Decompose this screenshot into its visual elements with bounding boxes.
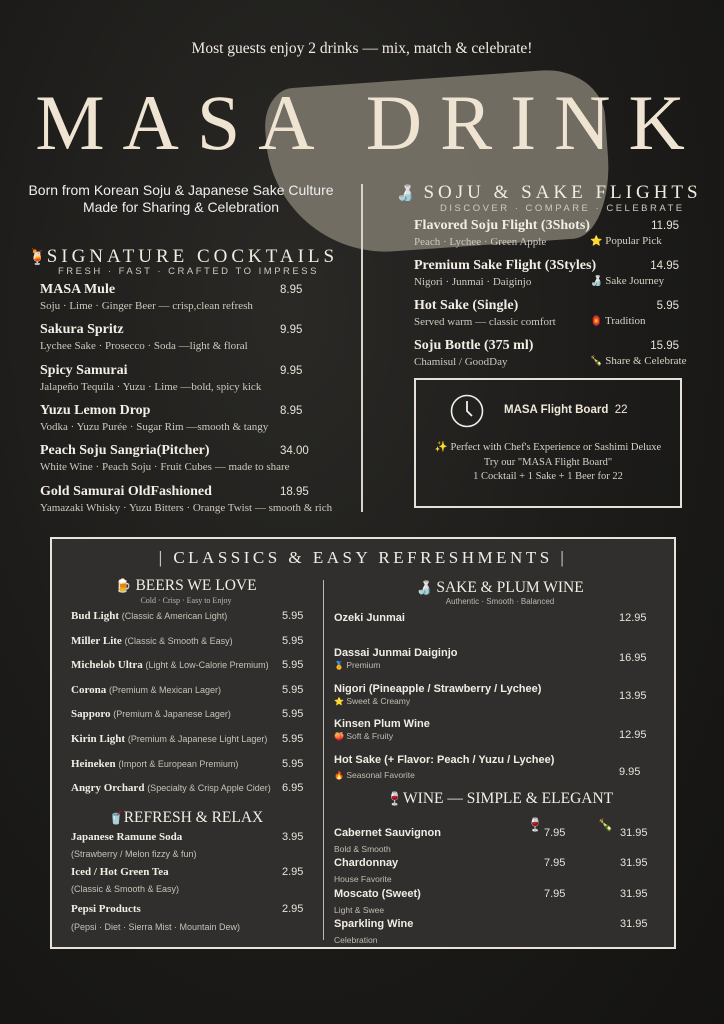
refresh-note: (Strawberry / Melon fizzy & fun) bbox=[71, 849, 197, 859]
sake-name: Dassai Junmai Daiginjo bbox=[334, 647, 458, 659]
sake-note: 🏅 Premium bbox=[334, 660, 381, 670]
flight-price: 14.95 bbox=[650, 260, 679, 272]
sake-name: Nigori (Pineapple / Strawberry / Lychee) bbox=[334, 683, 542, 695]
beer-mug-icon: 🍺 bbox=[115, 578, 132, 593]
sake-price: 9.95 bbox=[619, 766, 641, 778]
flight-board-line: ✨ Perfect with Chef's Experience or Sashimi Deluxe bbox=[434, 442, 662, 453]
beer-price: 5.95 bbox=[282, 610, 304, 622]
cocktail-description: Soju · Lime · Ginger Beer — crisp,clean refresh bbox=[40, 300, 253, 312]
beers-subtitle: Cold · Crisp · Easy to Enjoy bbox=[140, 596, 232, 605]
note-icon: 🍑 bbox=[334, 732, 344, 741]
cocktails-heading: 🍹SIGNATURE COCKTAILS bbox=[28, 246, 339, 267]
sake-bottle-icon: 🍶 bbox=[416, 580, 433, 595]
wine-bottle-price: 31.95 bbox=[620, 827, 648, 839]
cocktails-subtitle: FRESH · FAST · CRAFTED TO IMPRESS bbox=[58, 266, 319, 277]
note-icon: 🏅 bbox=[334, 661, 344, 670]
beer-price: 5.95 bbox=[282, 757, 304, 770]
cocktail-name: Peach Soju Sangria(Pitcher) bbox=[40, 443, 210, 459]
classics-heading: | CLASSICS & EASY REFRESHMENTS | bbox=[158, 548, 568, 567]
flight-name: Soju Bottle (375 ml) bbox=[414, 338, 534, 353]
flights-heading: 🍶 SOJU & SAKE FLIGHTS bbox=[396, 182, 702, 203]
wine-heading: 🍷WINE — SIMPLE & ELEGANT bbox=[386, 790, 614, 807]
flight-board-title: MASA Flight Board 22 bbox=[504, 404, 628, 416]
intro-line: Born from Korean Soju & Japanese Sake Culture bbox=[28, 182, 334, 198]
cocktail-icon: 🍹 bbox=[28, 250, 47, 266]
cocktail-description: Vodka · Yuzu Purée · Sugar Rim —smooth & tangy bbox=[40, 420, 269, 433]
flights-subtitle: DISCOVER · COMPARE · CELEBRATE bbox=[440, 203, 685, 214]
beers-heading: 🍺 BEERS WE LOVE bbox=[115, 577, 257, 594]
wine-note: Light & Swee bbox=[334, 904, 385, 915]
flight-name: Premium Sake Flight (3Styles) bbox=[414, 258, 597, 273]
refresh-heading: 🥤REFRESH & RELAX bbox=[108, 809, 264, 826]
tag-icon: 🍾 bbox=[590, 356, 603, 367]
refresh-name: Iced / Hot Green Tea bbox=[71, 866, 169, 878]
cocktail-description: Yamazaki Whisky · Yuzu Bitters · Orange Twist — smooth & rich bbox=[40, 501, 333, 514]
refresh-name: Japanese Ramune Soda bbox=[71, 831, 183, 843]
beer-price: 5.95 bbox=[282, 733, 304, 745]
wine-glass-icon: 🍷 bbox=[527, 818, 544, 833]
wine-bottle-price: 31.95 bbox=[620, 887, 648, 900]
flight-board-price: 22 bbox=[614, 404, 628, 416]
cocktail-description: Jalapeño Tequila · Yuzu · Lime —bold, spicy kick bbox=[40, 380, 262, 393]
wine-glass-price: 7.95 bbox=[544, 857, 566, 870]
sake-heading: 🍶 SAKE & PLUM WINE bbox=[416, 579, 584, 596]
flight-tag: 🍾 Share & Celebrate bbox=[590, 355, 687, 367]
panel-divider bbox=[323, 580, 324, 940]
cocktail-name: MASA Mule bbox=[40, 282, 116, 297]
menu-title: MASA DRINK bbox=[35, 79, 703, 166]
wine-note: Bold & Smooth bbox=[334, 844, 391, 854]
beer-item: Corona (Premium & Mexican Lager) bbox=[71, 683, 222, 696]
flight-price: 15.95 bbox=[650, 340, 679, 352]
flight-description: Peach · Lychee · Green Apple bbox=[414, 236, 547, 248]
wine-note: House Favorite bbox=[334, 874, 392, 885]
beer-price: 5.95 bbox=[282, 708, 304, 721]
flight-board-line: Try our "MASA Flight Board" bbox=[483, 456, 613, 468]
cocktail-price: 34.00 bbox=[280, 445, 309, 458]
intro-line: Made for Sharing & Celebration bbox=[82, 199, 280, 215]
sparkles-icon: ✨ bbox=[434, 442, 448, 453]
cocktail-price: 9.95 bbox=[280, 364, 303, 377]
wine-name: Sparkling Wine bbox=[334, 917, 414, 930]
flight-board-line: 1 Cocktail + 1 Sake + 1 Beer for 22 bbox=[473, 471, 623, 482]
wine-note: Celebration bbox=[334, 934, 378, 945]
sake-price: 12.95 bbox=[619, 612, 647, 624]
beer-item: Miller Lite (Classic & Smooth & Easy) bbox=[71, 634, 233, 647]
beer-item: Angry Orchard (Specialty & Crisp Apple Cider) bbox=[71, 782, 271, 795]
wine-name: Chardonnay bbox=[334, 857, 399, 870]
note-icon: 🔥 bbox=[334, 771, 344, 780]
beer-item: Bud Light (Classic & American Light) bbox=[71, 610, 228, 622]
sake-price: 12.95 bbox=[619, 729, 647, 741]
flight-name: Flavored Soju Flight (3Shots) bbox=[414, 218, 590, 233]
note-icon: ⭐ bbox=[334, 697, 344, 706]
wine-glass-icon: 🍷 bbox=[386, 791, 404, 806]
sake-price: 13.95 bbox=[619, 690, 647, 702]
cocktail-price: 8.95 bbox=[280, 284, 303, 296]
tagline: Most guests enjoy 2 drinks — mix, match & celebrate! bbox=[191, 40, 533, 57]
cocktail-name: Gold Samurai OldFashioned bbox=[40, 483, 212, 499]
flight-tag: 🏮 Tradition bbox=[590, 315, 646, 327]
refresh-price: 2.95 bbox=[282, 903, 304, 915]
wine-glass-price: 7.95 bbox=[544, 827, 566, 839]
sake-note: 🔥 Seasonal Favorite bbox=[334, 770, 415, 780]
soda-cup-icon: 🥤 bbox=[108, 811, 124, 825]
beer-price: 5.95 bbox=[282, 659, 304, 672]
sake-name: Kinsen Plum Wine bbox=[334, 718, 430, 730]
wine-glass-price: 7.95 bbox=[544, 887, 566, 900]
tag-icon: 🍶 bbox=[590, 276, 603, 287]
flight-board-box bbox=[414, 378, 682, 508]
cocktail-description: Lychee Sake · Prosecco · Soda —light & floral bbox=[40, 340, 248, 353]
cocktail-name: Sakura Spritz bbox=[40, 322, 124, 338]
sake-name: Hot Sake (+ Flavor: Peach / Yuzu / Lychee) bbox=[334, 754, 555, 766]
wine-bottle-icon: 🍾 bbox=[598, 818, 613, 832]
flight-price: 11.95 bbox=[651, 220, 679, 232]
cocktail-price: 18.95 bbox=[280, 485, 309, 498]
flight-description: Nigori · Junmai · Daiginjo bbox=[414, 276, 532, 288]
wine-bottle-price: 31.95 bbox=[620, 857, 648, 870]
refresh-price: 2.95 bbox=[282, 866, 304, 878]
cocktail-price: 9.95 bbox=[280, 324, 303, 337]
beer-item: Michelob Ultra (Light & Low-Calorie Premium) bbox=[71, 659, 269, 672]
flight-tag: 🍶 Sake Journey bbox=[590, 275, 665, 287]
wine-bottle-price: 31.95 bbox=[620, 917, 648, 930]
flight-tag: ⭐ Popular Pick bbox=[590, 235, 662, 247]
beer-item: Heineken (Import & European Premium) bbox=[71, 757, 239, 770]
wine-name: Cabernet Sauvignon bbox=[334, 827, 441, 839]
beer-item: Kirin Light (Premium & Japanese Light Lager) bbox=[71, 733, 268, 745]
beer-price: 5.95 bbox=[282, 634, 304, 647]
flight-description: Served warm — classic comfort bbox=[414, 316, 556, 328]
beer-item: Sapporo (Premium & Japanese Lager) bbox=[71, 708, 231, 721]
tag-icon: ⭐ bbox=[590, 236, 603, 247]
cocktail-description: White Wine · Peach Soju · Fruit Cubes — made to share bbox=[40, 461, 290, 474]
column-divider bbox=[361, 184, 363, 512]
sake-name: Ozeki Junmai bbox=[334, 612, 405, 624]
wine-name: Moscato (Sweet) bbox=[334, 887, 421, 900]
refresh-price: 3.95 bbox=[282, 831, 304, 843]
sake-subtitle: Authentic · Smooth · Balanced bbox=[445, 597, 555, 606]
refresh-note: (Pepsi · Diet · Sierra Mist · Mountain Dew) bbox=[71, 922, 241, 932]
sake-price: 16.95 bbox=[619, 652, 647, 664]
sake-note: 🍑 Soft & Fruity bbox=[334, 731, 394, 741]
flight-name: Hot Sake (Single) bbox=[414, 298, 519, 313]
sake-note: ⭐ Sweet & Creamy bbox=[334, 696, 411, 706]
cocktail-price: 8.95 bbox=[280, 404, 303, 417]
cocktail-name: Yuzu Lemon Drop bbox=[40, 402, 151, 418]
cocktail-name: Spicy Samurai bbox=[40, 362, 128, 378]
tag-icon: 🏮 bbox=[590, 316, 603, 327]
clock-icon bbox=[450, 394, 484, 428]
flight-description: Chamisul / GoodDay bbox=[414, 356, 508, 368]
refresh-note: (Classic & Smooth & Easy) bbox=[71, 884, 180, 894]
sake-bottle-icon: 🍶 bbox=[396, 186, 415, 202]
beer-price: 5.95 bbox=[282, 683, 304, 696]
beer-price: 6.95 bbox=[282, 782, 304, 795]
flight-price: 5.95 bbox=[656, 300, 679, 312]
refresh-name: Pepsi Products bbox=[71, 903, 141, 915]
